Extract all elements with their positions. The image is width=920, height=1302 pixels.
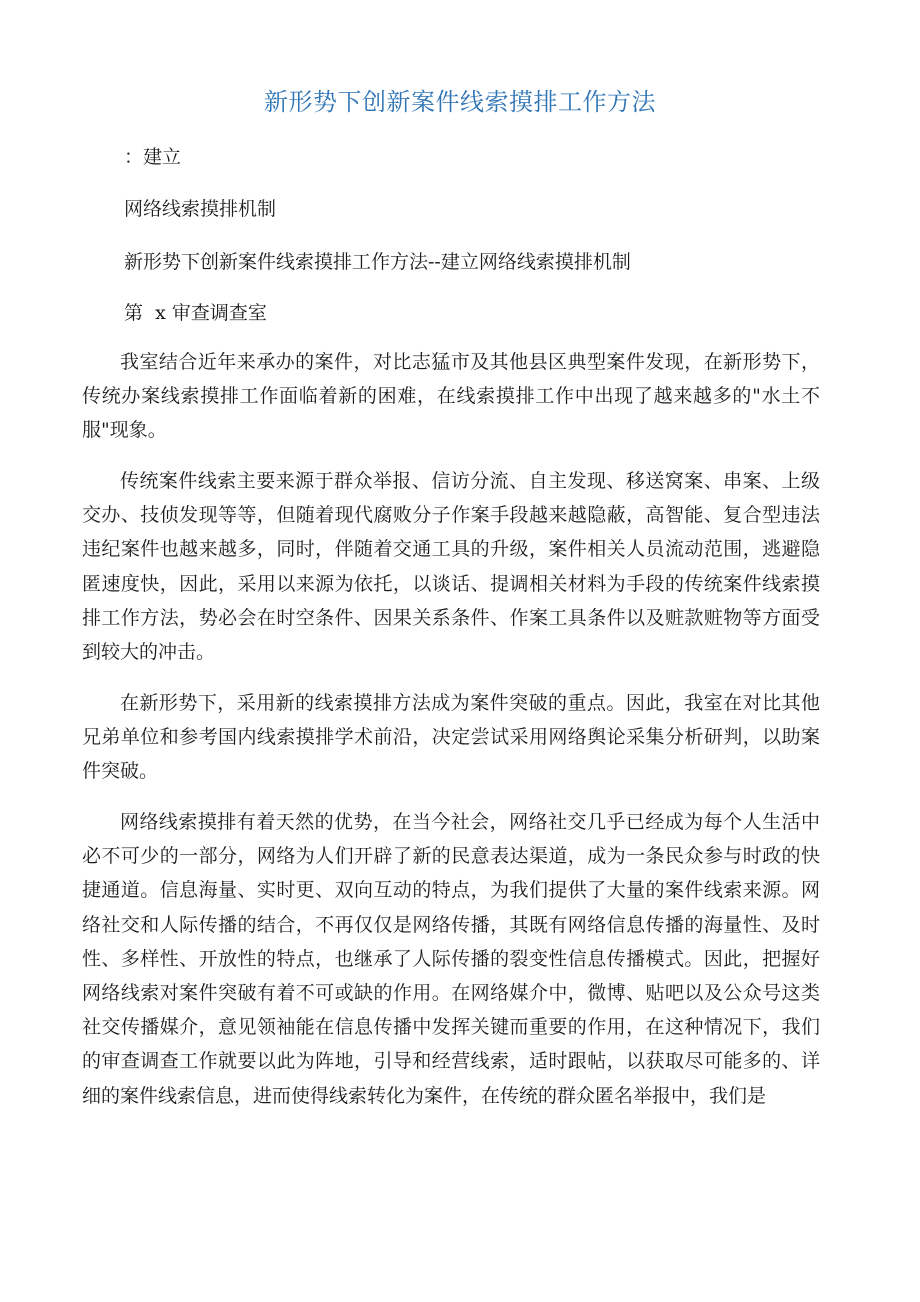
author-line: 第 x 审查调查室 — [124, 302, 267, 324]
paragraph-3: 在新形势下，采用新的线索摸排方法成为案件突破的重点。因此，我室在对比其他兄弟单位和参考国内线索摸排学术前沿，决定尝试采用网络舆论采集分析研判，以助案件突破。 — [82, 692, 820, 783]
paragraph-2: 传统案件线索主要来源于群众举报、信访分流、自主发现、移送窝案、串案、上级交办、技侦发现等等，但随着现代腐败分子作案手段越来越隐蔽，高智能、复合型违法违纪案件也越来越多，同时，伴随着交通工具的升级，案件相关人员流动范围，逃避隐匿速度快，因此，采用以来源为依托，以谈话、提调相关材料为手段的传统案件线索摸排工作方法，势必会在时空条件、因果关系条件、作案工具条件以及赃款赃物等方面受到较大的冲击。 — [82, 470, 820, 664]
subtitle-line-establish: ：建立 — [124, 146, 182, 168]
subtitle-line-full-title: 新形势下创新案件线索摸排工作方法--建立网络线索摸排机制 — [124, 251, 631, 273]
document-title: 新形势下创新案件线索摸排工作方法 — [264, 88, 656, 116]
paragraph-1: 我室结合近年来承办的案件，对比志猛市及其他县区典型案件发现，在新形势下，传统办案线索摸排工作面临着新的困难，在线索摸排工作中出现了越来越多的"水土不服"现象。 — [82, 351, 820, 442]
paragraph-4: 网络线索摸排有着天然的优势，在当今社会，网络社交几乎已经成为每个人生活中必不可少的一部分，网络为人们开辟了新的民意表达渠道，成为一条民众参与时政的快捷通道。信息海量、实时更、双向互动的特点，为我们提供了大量的案件线索来源。网络社交和人际传播的结合，不再仅仅是网络传播，其既有网络信息传播的海量性、及时性、多样性、开放性的特点，也继承了人际传播的裂变性信息传播模式。因此，把握好网络线索对案件突破有着不可或缺的作用。在网络媒介中，微博、贴吧以及公众号这类社交传播媒介，意见领袖能在信息传播中发挥关键而重要的作用，在这种情况下，我们的审查调查工作就要以此为阵地，引导和经营线索，适时跟帖，以获取尽可能多的、详细的案件线索信息，进而使得线索转化为案件，在传统的群众匿名举报中，我们是 — [82, 811, 820, 1107]
subtitle-line-mechanism: 网络线索摸排机制 — [124, 198, 277, 220]
